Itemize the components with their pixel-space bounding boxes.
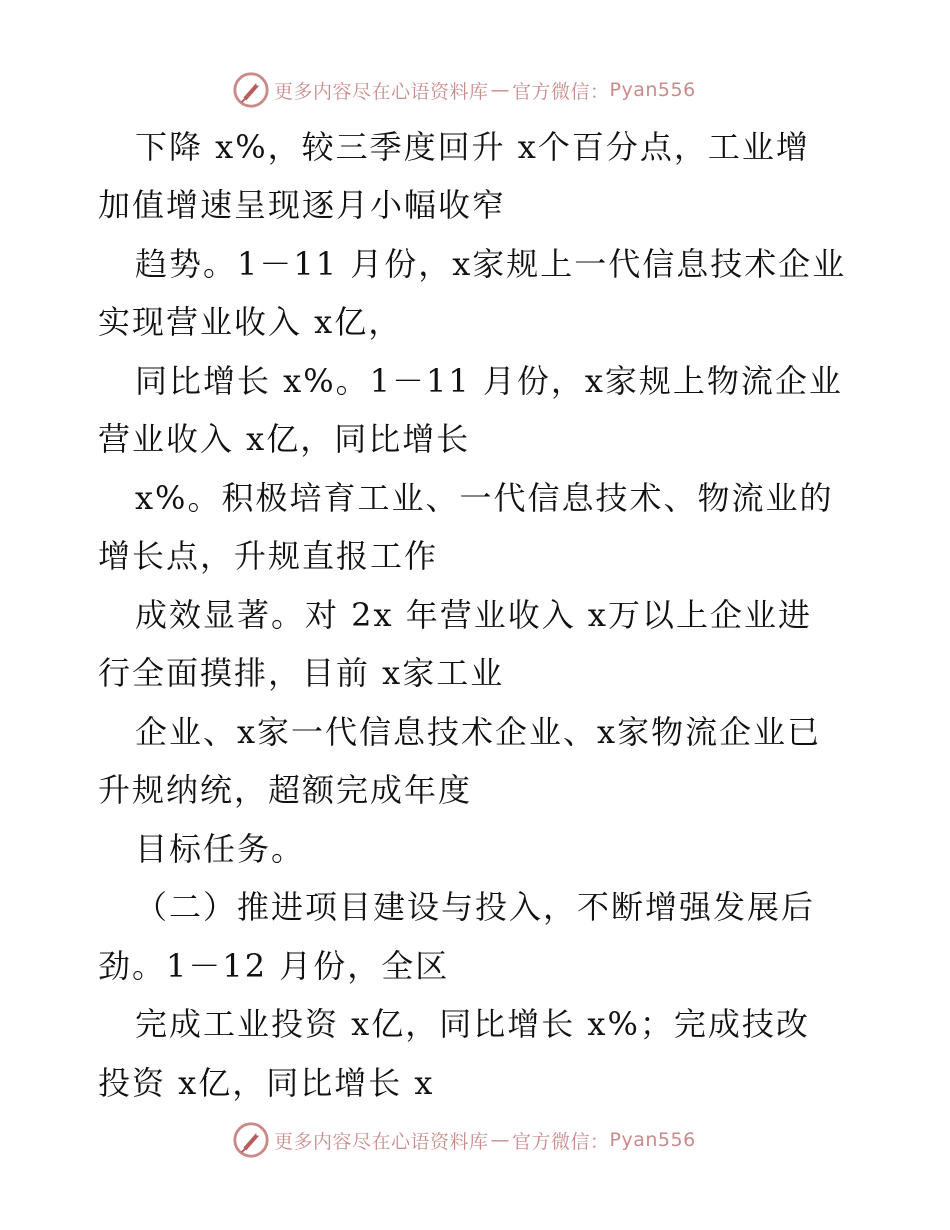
watermark-separator: —: [490, 79, 511, 101]
watermark-brand: 更多内容尽在心语资料库: [274, 1130, 489, 1153]
header-watermark: [232, 70, 696, 110]
pen-nib-logo-icon: [232, 71, 270, 109]
watermark-separator: —: [490, 1129, 511, 1151]
text-line: 下降 x%，较三季度回升 x个百分点，工业增: [135, 128, 810, 166]
text-line: 趋势。1－11 月份，x家规上一代信息技术企业: [135, 245, 847, 283]
text-line: 实现营业收入 x亿，: [98, 303, 403, 341]
text-line: 同比增长 x%。1－11 月份，x家规上物流企业: [135, 362, 843, 400]
text-line: 升规纳统，超额完成年度: [98, 771, 473, 809]
text-line: （二）推进项目建设与投入，不断增强发展后: [135, 888, 816, 926]
text-line: 企业、x家一代信息技术企业、x家物流企业已: [135, 713, 822, 751]
text-line: 加值增速呈现逐月小幅收窄: [98, 186, 507, 224]
text-line: 成效显著。对 2x 年营业收入 x万以上企业进: [135, 596, 812, 634]
text-line: 增长点，升规直报工作: [98, 537, 439, 575]
text-line: 完成工业投资 x亿，同比增长 x%；完成技改: [135, 1005, 810, 1043]
text-line: 目标任务。: [135, 830, 306, 868]
watermark-contact-id: Pyan556: [609, 1129, 696, 1151]
text-line: 劲。1－12 月份，全区: [98, 947, 450, 985]
watermark-brand: 更多内容尽在心语资料库: [274, 80, 489, 103]
watermark-contact-id: Pyan556: [609, 79, 696, 101]
text-line: 投资 x亿，同比增长 x: [98, 1064, 435, 1102]
text-line: x%。积极培育工业、一代信息技术、物流业的: [135, 479, 834, 517]
text-line: 营业收入 x亿，同比增长: [98, 420, 471, 458]
watermark-contact-label: 官方微信：: [512, 1130, 610, 1153]
pen-nib-logo-icon: [232, 1121, 270, 1159]
footer-watermark: [232, 1120, 696, 1160]
text-line: 行全面摸排，目前 x家工业: [98, 654, 505, 692]
watermark-contact-label: 官方微信：: [512, 80, 610, 103]
